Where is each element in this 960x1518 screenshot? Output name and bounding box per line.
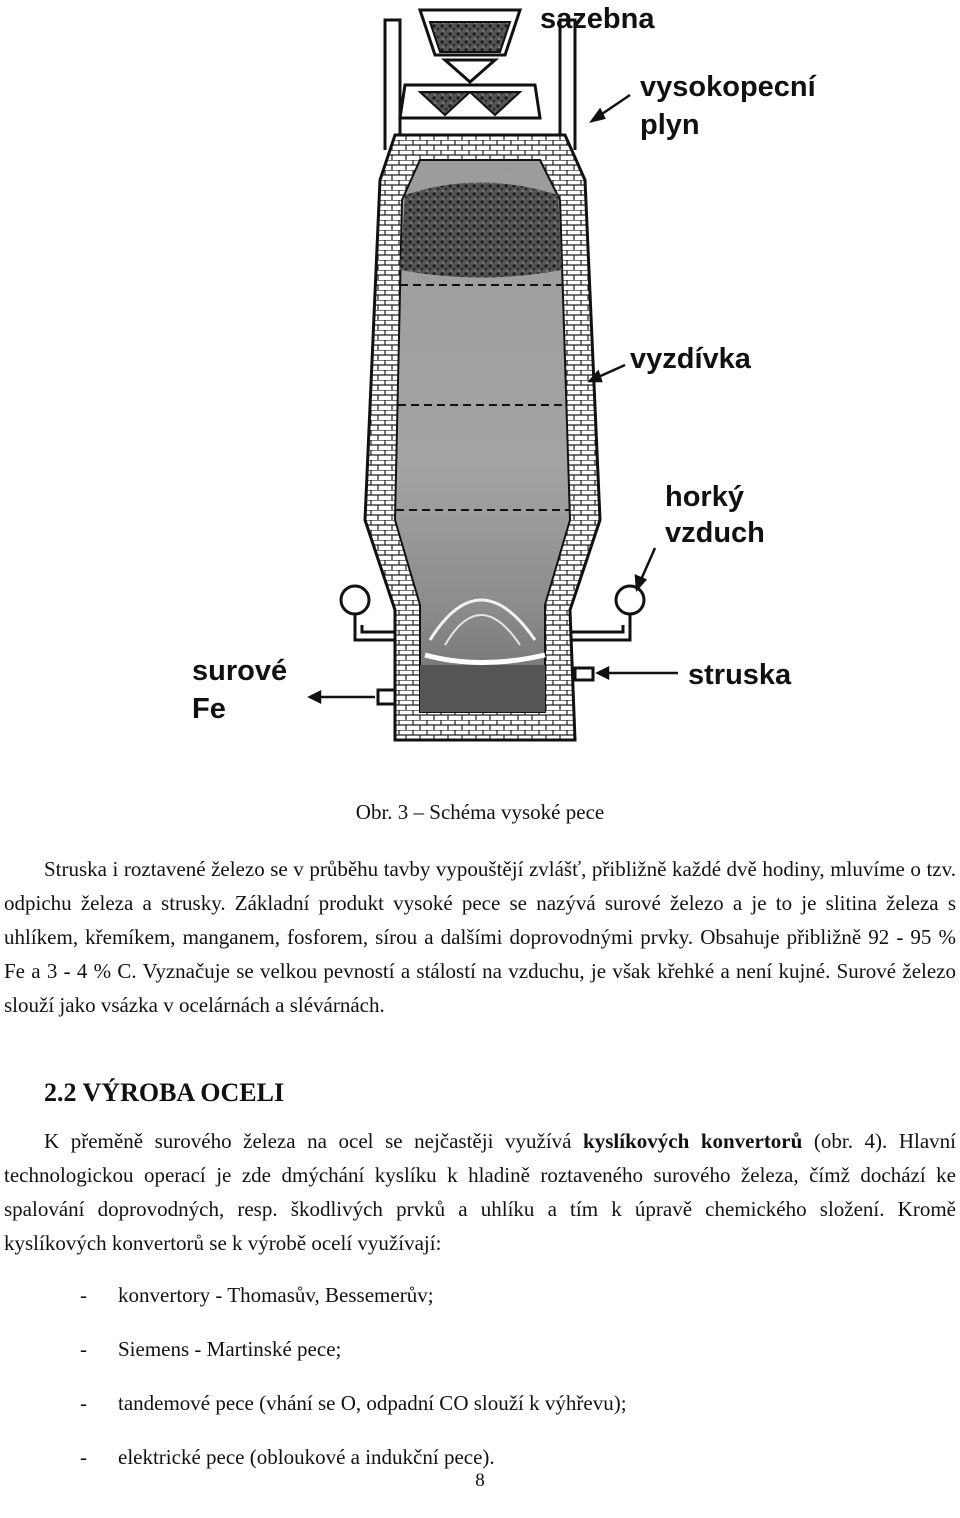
label-slag: struska	[688, 659, 792, 691]
charging-hopper	[400, 10, 540, 118]
page-number: 8	[475, 1470, 485, 1491]
paragraph-steel-bold: kyslíkových konvertorů	[583, 1129, 803, 1153]
list-item-text: tandemové pece (vhání se O, odpadní CO slouží k výhřevu);	[118, 1391, 627, 1415]
paragraph-steel-before: K přeměně surového železa na ocel se nejčastěji využívá	[44, 1129, 584, 1153]
paragraph-steel-making	[4, 1124, 956, 1260]
furnace-list	[80, 1280, 627, 1496]
label-hot-air-line2: vzduch	[665, 517, 765, 549]
label-lining: vyzdívka	[630, 343, 751, 375]
list-dash: -	[80, 1445, 87, 1469]
list-item-text: konvertory - Thomasův, Bessemerův;	[118, 1283, 434, 1307]
figure-caption: Obr. 3 – Schéma vysoké pece	[355, 800, 605, 824]
list-item-text: elektrické pece (obloukové a indukční pece).	[118, 1445, 495, 1469]
charge-layer	[400, 183, 562, 278]
label-iron-line1: surové	[192, 655, 288, 687]
label-gas-line2: plyn	[640, 109, 700, 141]
list-item-text: Siemens - Martinské pece;	[118, 1337, 342, 1361]
label-hot-air-line1: horký	[665, 481, 744, 513]
list-item	[80, 1388, 627, 1442]
label-iron-line2: Fe	[192, 693, 226, 725]
list-item	[80, 1280, 627, 1334]
paragraph-steel-after: (obr. 4). Hlavní technologickou operací je zde dmýchání kyslíku k hladině roztaveného surového železa, čímž dochází ke spalování doprovodných, resp. škodlivých prvků a uhlíku a tím k úpravě chemického složení. Kromě kyslíkových konvertorů se k výrobě ocelí využívají:	[4, 1129, 956, 1255]
paragraph-slag-iron: Struska i roztavené železo se v průběhu tavby vypouštějí zvlášť, přibližně každé dvě hodiny, mluvíme o tzv. odpichu železa a strusky. Základní produkt vysoké pece se nazývá surové železo a je to je slitina železa s uhlíkem, křemíkem, manganem, fosforem, sírou a dalšími doprovodnými prvky. Obsahuje přibližně 92 - 95 % Fe a 3 - 4 % C. Vyznačuje se velkou pevností a stálostí na vzduchu, je však křehké a není kujné. Surové železo slouží jako vsázka v ocelárnách a slévárnách.	[4, 857, 956, 1017]
list-dash: -	[80, 1283, 87, 1307]
label-gas-line1: vysokopecní	[640, 71, 816, 103]
list-item	[80, 1334, 627, 1388]
list-dash: -	[80, 1337, 87, 1361]
label-sazebna: sazebna	[540, 3, 655, 35]
list-dash: -	[80, 1391, 87, 1415]
section-heading: 2.2 VÝROBA OCELI	[44, 1078, 285, 1107]
